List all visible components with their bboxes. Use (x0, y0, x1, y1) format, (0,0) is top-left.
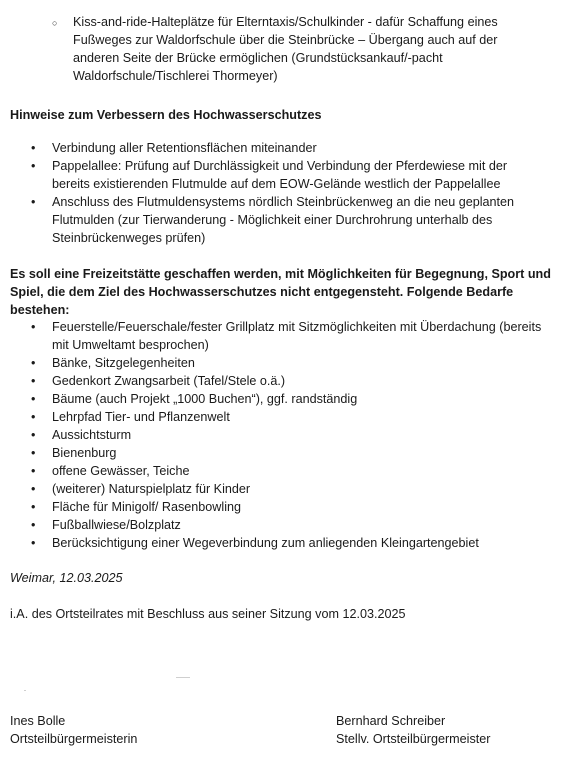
intro-sub-list (52, 13, 532, 85)
list-item: • Aussichtsturm (31, 426, 546, 444)
flood-section-heading: Hinweise zum Verbessern des Hochwasserschutzes (10, 108, 322, 122)
resolution-note: i.A. des Ortsteilrates mit Beschluss aus seiner Sitzung vom 12.03.2025 (10, 607, 406, 621)
signatory-left (10, 712, 260, 748)
list-item: • Anschluss des Flutmuldensystems nördlich Steinbrückenweg an die neu geplanten Flutmulden (zur Tierwanderung - Möglichkeit einer Durchrohrung unterhalb des Steinbrückenweges prüfen) (31, 193, 546, 247)
signatory-name: Ines Bolle (10, 714, 66, 728)
signatory-role: Stellv. Ortsteilbürgermeister (336, 732, 491, 746)
list-item: • Bänke, Sitzgelegenheiten (31, 354, 546, 372)
signatory-right (336, 712, 561, 748)
list-item: • Fußballwiese/Bolzplatz (31, 516, 546, 534)
list-item: • offene Gewässer, Teiche (31, 462, 546, 480)
signatory-name: Bernhard Schreiber (336, 714, 446, 728)
list-item: • Lehrpfad Tier- und Pflanzenwelt (31, 408, 546, 426)
signature-trace (24, 690, 26, 691)
list-item: ○ Kiss-and-ride-Halteplätze für Elterntaxis/Schulkinder - dafür Schaffung eines Fußweges zur Waldorfschule über die Steinbrücke – Übergang auch auf der anderen Seite der Brücke ermöglichen (Grundstücksankauf/-pacht Waldorfschule/Tischlerei Thormeyer) (52, 13, 532, 85)
leisure-section-heading: Es soll eine Freizeitstätte geschaffen werden, mit Möglichkeiten für Begegnung, Sport und Spiel, die dem Ziel des Hochwasserschutzes nicht entgegensteht. Folgende Bedarfe bestehen: (10, 267, 551, 317)
signatory-role: Ortsteilbürgermeisterin (10, 732, 138, 746)
list-item: • Berücksichtigung einer Wegeverbindung zum anliegenden Kleingartengebiet (31, 534, 546, 552)
leisure-needs-list (31, 318, 546, 552)
flood-measures-list (31, 139, 546, 247)
list-item: • Bienenburg (31, 444, 546, 462)
list-item: • Verbindung aller Retentionsflächen miteinander (31, 139, 546, 157)
signature-trace (176, 677, 190, 678)
list-item: • (weiterer) Naturspielplatz für Kinder (31, 480, 546, 498)
list-item: • Bäume (auch Projekt „1000 Buchen“), ggf. randständig (31, 390, 546, 408)
list-item: • Gedenkort Zwangsarbeit (Tafel/Stele o.ä.) (31, 372, 546, 390)
place-date: Weimar, 12.03.2025 (10, 571, 123, 585)
list-item: • Pappelallee: Prüfung auf Durchlässigkeit und Verbindung der Pferdewiese mit der bereits existierenden Flutmulde auf dem EOW-Gelände westlich der Pappelallee (31, 157, 546, 193)
list-item: • Fläche für Minigolf/ Rasenbowling (31, 498, 546, 516)
list-item: • Feuerstelle/Feuerschale/fester Grillplatz mit Sitzmöglichkeiten mit Überdachung (bereits mit Umweltamt besprochen) (31, 318, 546, 354)
